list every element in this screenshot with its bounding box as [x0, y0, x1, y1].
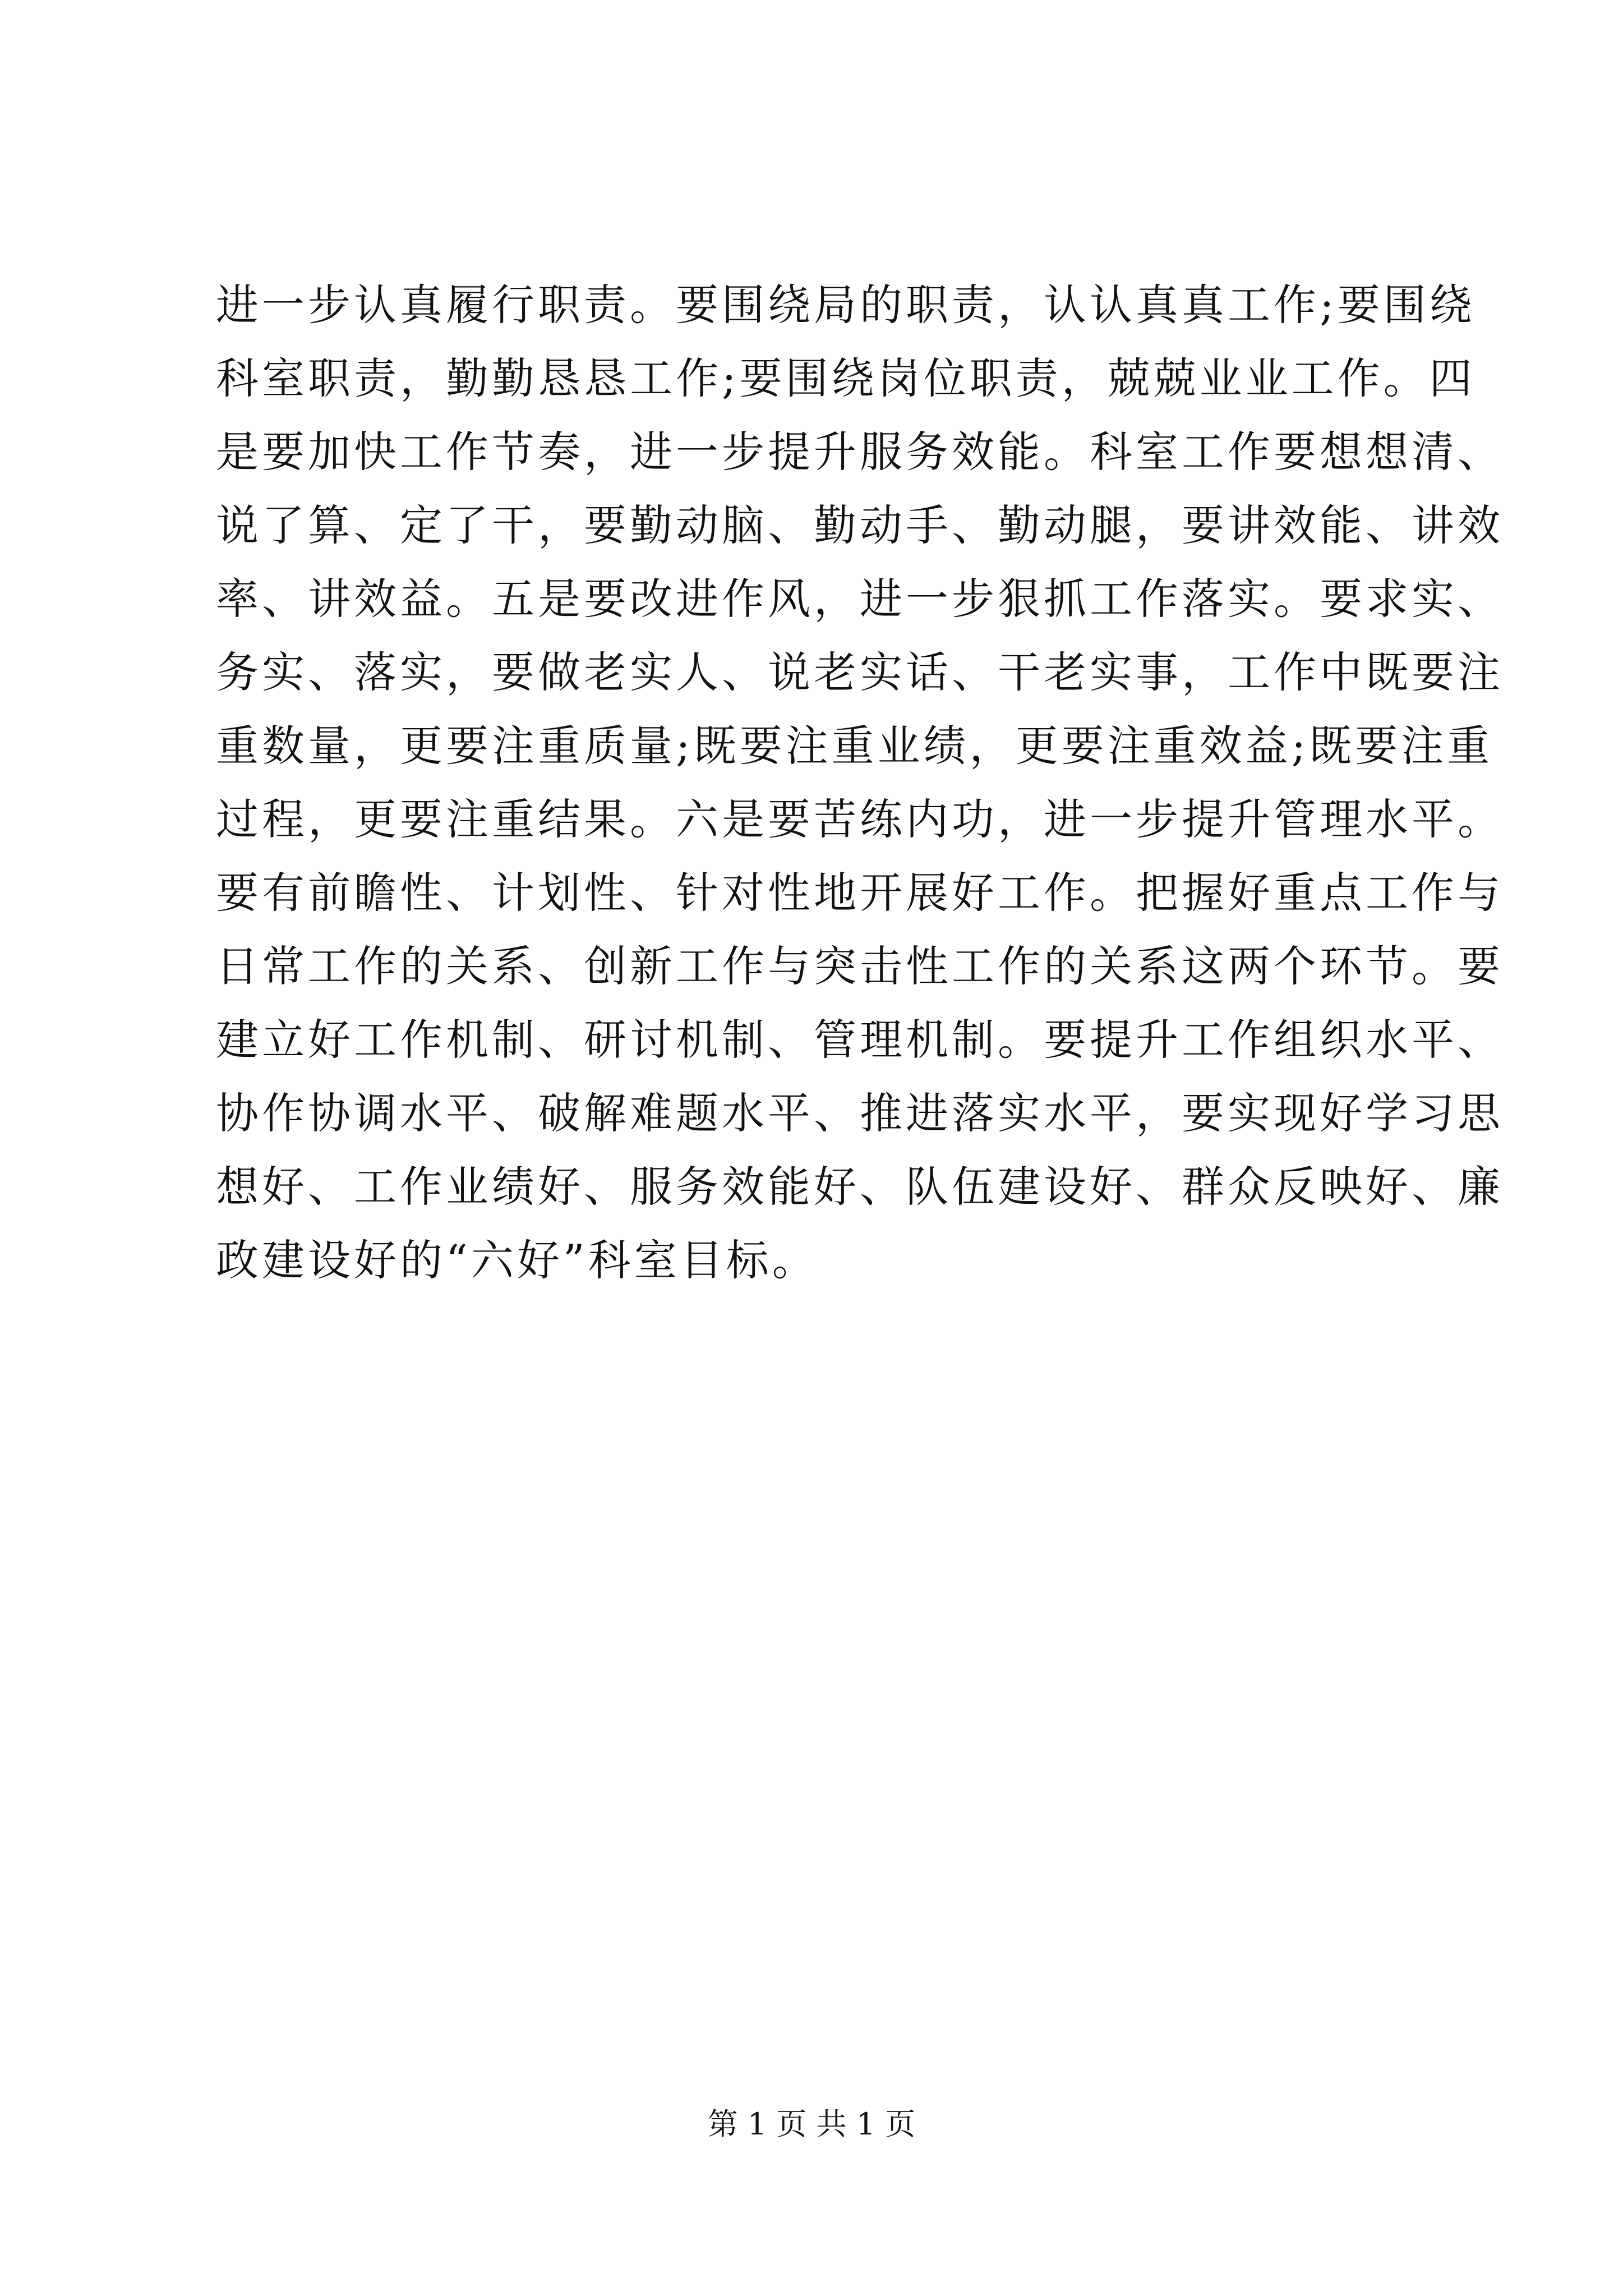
page-footer: 第 1 页 共 1 页: [707, 2106, 916, 2142]
text-line-3: 是要加快工作节奏，进一步提升服务效能。科室工作要想想清、: [216, 427, 1504, 477]
text-line-5: 率、讲效益。五是要改进作风，进一步狠抓工作落实。要求实、: [216, 574, 1504, 624]
text-line-8: 过程，更要注重结果。六是要苦练内功，进一步提升管理水平。: [216, 794, 1504, 844]
text-line-13: 想好、工作业绩好、服务效能好、队伍建设好、群众反映好、廉: [216, 1162, 1504, 1212]
text-line-9: 要有前瞻性、计划性、针对性地开展好工作。把握好重点工作与: [216, 868, 1504, 918]
text-line-4: 说了算、定了干，要勤动脑、勤动手、勤动腿，要讲效能、讲效: [216, 500, 1504, 550]
text-line-2: 科室职责，勤勤恳恳工作;要围绕岗位职责，兢兢业业工作。四: [216, 353, 1476, 403]
text-line-10: 日常工作的关系、创新工作与突击性工作的关系这两个环节。要: [216, 941, 1504, 991]
text-line-11: 建立好工作机制、研讨机制、管理机制。要提升工作组织水平、: [216, 1015, 1504, 1065]
text-line-6: 务实、落实，要做老实人、说老实话、干老实事，工作中既要注: [216, 647, 1504, 697]
text-line-7: 重数量，更要注重质量;既要注重业绩，更要注重效益;既要注重: [216, 721, 1493, 771]
body-paragraph: [216, 268, 1504, 1297]
text-line-14: 政建设好的“六好”科室目标。: [216, 1235, 818, 1285]
text-line-12: 协作协调水平、破解难题水平、推进落实水平，要实现好学习思: [216, 1088, 1504, 1138]
text-line-1: 进一步认真履行职责。要围绕局的职责，认认真真工作;要围绕: [216, 280, 1476, 330]
